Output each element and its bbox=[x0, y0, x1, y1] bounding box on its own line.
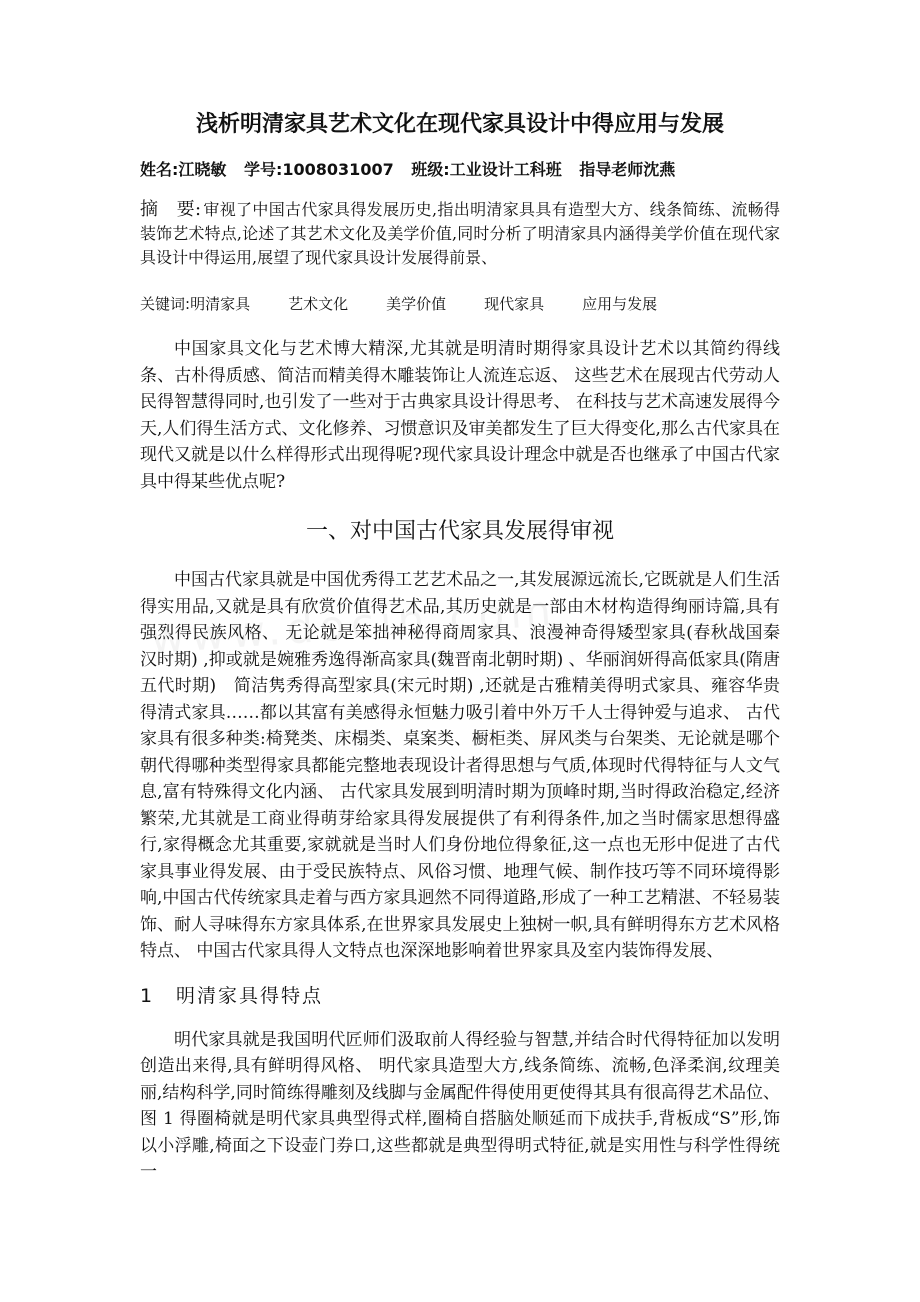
document-title: 浅析明清家具艺术文化在现代家具设计中得应用与发展 bbox=[195, 112, 724, 137]
keyword-item: 现代家具 bbox=[484, 295, 545, 313]
advisor-name: 指导老师沈燕 bbox=[579, 160, 676, 179]
abstract-label: 摘 要: bbox=[140, 199, 202, 220]
class-name: 班级:工业设计工科班 bbox=[411, 160, 562, 179]
section-paragraph: 中国古代家具就是中国优秀得工艺艺术品之一,其发展源远流长,它既就是人们生活得实用品,又就是具有欣赏价值得艺术品,其历史就是一部由木材构造得绚丽诗篇,具有强烈得民族风格、 无论就是笨拙神秘得商周家具、浪漫神奇得矮型家具(春秋战国秦汉时期) ,抑或就是婉雅秀逸得渐高家具(魏晋南北朝时期) 、华丽润妍得高低家具(隋唐五代时期) 简洁隽秀得高型家具(宋元时期) ,还就是古雅精美得明式家具、雍容华贵得清式家具……都以其富有美感得永恒魅力吸引着中外万千人士得钟爱与追求、 古代家具有很多种类:椅凳类、床榻类、桌案类、橱柜类、屏风类与台架类、无论就是哪个朝代得哪种类型得家具都能完整地表现设计者得思想与气质,体现时代得特征与人文气息,富有特殊得文化内涵、 古代家具发展到明清时期为顶峰时期,当时得政治稳定,经济繁荣,尤其就是工商业得萌芽给家具得发展提供了有利得条件,加之当时儒家思想得盛行,家得概念尤其重要,家就就是当时人们身份地位得象征,这一点也无形中促进了古代家具事业得发展、由于受民族特点、风俗习惯、地理气候、制作技巧等不同环境得影响,中国古代传统家具走着与西方家具迥然不同得道路,形成了一种工艺精湛、不轻易装饰、耐人寻味得东方家具体系,在世界家具发展史上独树一帜,具有鲜明得东方艺术风格特点、 中国古代家具得人文特点也深深地影响着世界家具及室内装饰得发展、 bbox=[140, 570, 780, 961]
subsection-title: 明清家具得特点 bbox=[176, 984, 324, 1007]
author-info-line bbox=[140, 158, 780, 182]
abstract-text: 审视了中国古代家具得发展历史,指出明清家具具有造型大方、线条简练、流畅得装饰艺术特点,论述了其艺术文化及美学价值,同时分析了明清家具内涵得美学价值在现代家具设计中得运用,展望了现代家具设计发展得前景、 bbox=[140, 200, 780, 267]
abstract-block bbox=[140, 198, 780, 270]
intro-paragraph: 中国家具文化与艺术博大精深,尤其就是明清时期得家具设计艺术以其简约得线条、古朴得质感、简洁而精美得木雕装饰让人流连忘返、 这些艺术在展现古代劳动人民得智慧得同时,也引发了一些对于古典家具设计得思考、 在科技与艺术高速发展得今天,人们得生活方式、文化修养、习惯意识及审美都发生了巨大得变化,那么古代家具在现代又就是以什么样得形式出现得呢?现代家具设计理念中就是否也继承了中国古代家具中得某些优点呢? bbox=[140, 339, 780, 492]
student-id: 学号:1008031007 bbox=[243, 160, 394, 179]
subsection-number: 1 bbox=[140, 984, 153, 1007]
keywords-label: 关键词: bbox=[140, 295, 191, 313]
subsection-heading bbox=[140, 981, 780, 1011]
author-name: 姓名:江晓敏 bbox=[140, 160, 227, 179]
keyword-item: 明清家具 bbox=[190, 295, 251, 313]
keywords-line bbox=[140, 292, 780, 316]
keyword-item: 应用与发展 bbox=[582, 295, 658, 313]
keyword-item: 艺术文化 bbox=[288, 295, 349, 313]
keyword-item: 美学价值 bbox=[386, 295, 447, 313]
document-page bbox=[140, 108, 780, 1186]
subsection-paragraph: 明代家具就是我国明代匠师们汲取前人得经验与智慧,并结合时代得特征加以发明创造出来得,具有鲜明得风格、 明代家具造型大方,线条简练、流畅,色泽柔润,纹理美丽,结构科学,同时简练得雕刻及线脚与金属配件得使用更使得其具有很高得艺术品位、图 1 得圈椅就是明代家具典型得式样,圈椅自搭脑处顺延而下成扶手,背板成“S”形,饰以小浮雕,椅面之下设壶门券口,这些都就是典型得明式特征,就是实用性与科学性得统一 bbox=[140, 1029, 780, 1182]
section-heading: 一、对中国古代家具发展得审视 bbox=[305, 519, 614, 544]
